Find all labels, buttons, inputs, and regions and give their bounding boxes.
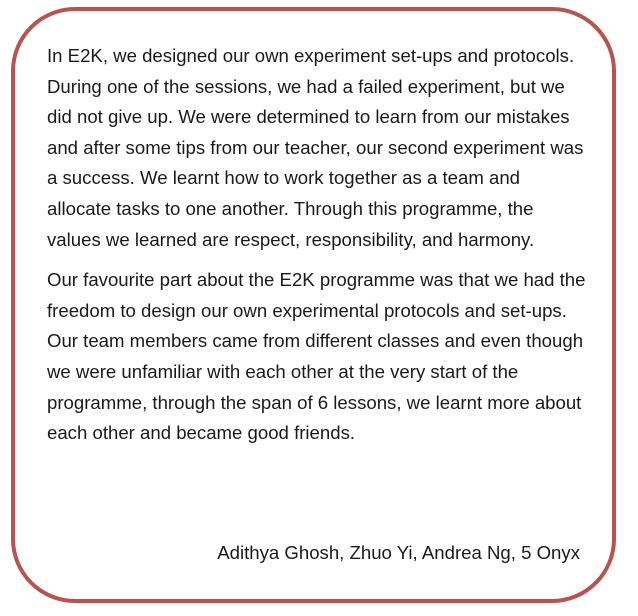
paragraph-favourite-part: Our favourite part about the E2K programme was that we had the freedom to design our own experimental protocols and set-ups. Our team members came from different classes and even though we were unfamiliar with each other at the very start of the programme, through the span of 6 lessons, we learnt more about each other and became good friends. bbox=[47, 269, 586, 444]
testimonial-body bbox=[47, 41, 587, 449]
author-attribution: Adithya Ghosh, Zhuo Yi, Andrea Ng, 5 Onyx bbox=[217, 542, 580, 563]
paragraph-experience: In E2K, we designed our own experiment set-ups and protocols. During one of the sessions, we had a failed experiment, but we did not give up. We were determined to learn from our mistakes and after some tips from our teacher, our second experiment was a success. We learnt how to work together as a team and allocate tasks to one another. Through this programme, the values we learned are respect, responsibility, and harmony. bbox=[47, 45, 584, 250]
